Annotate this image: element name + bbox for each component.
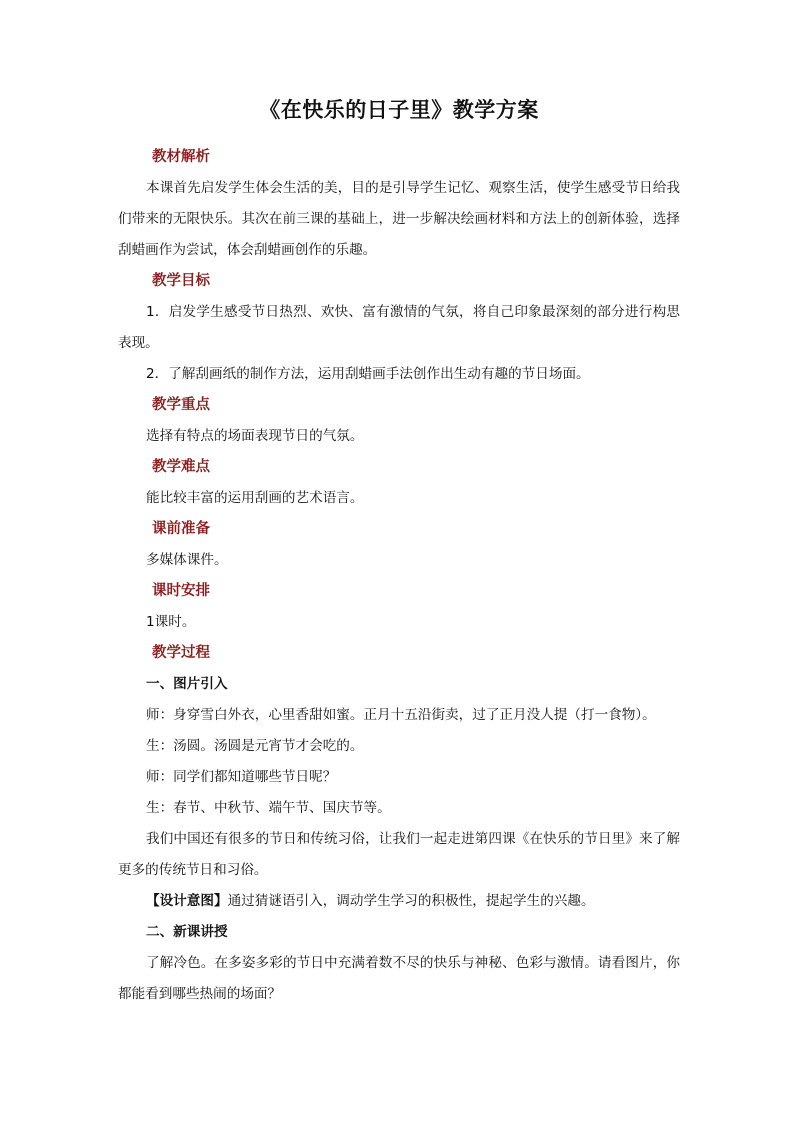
dialogue-line: 生：春节、中秋节、端午节、国庆节等。	[146, 800, 391, 816]
schedule-text: 1课时。	[146, 614, 196, 630]
heading-prep: 课前准备	[152, 521, 210, 537]
subheading-part1: 一、图片引入	[146, 676, 228, 692]
heading-key: 教学重点	[152, 397, 210, 413]
analysis-text: 本课首先启发学生体会生活的美，目的是引导学生记忆、观察生活，使学生感受节日给我们带来的无限快乐。其次在前三课的基础上，进一步解决绘画材料和方法上的创新体验，选择刮蜡画作为尝试，体会刮蜡画创作的乐趣。	[118, 180, 680, 258]
subheading-part2: 二、新课讲授	[146, 924, 228, 940]
goal-item: 1．启发学生感受节日热烈、欢快、富有激情的气氛，将自己印象最深刻的部分进行构思表现。	[118, 304, 680, 351]
design-intent	[118, 886, 680, 917]
part2-paragraph: 了解冷色。在多姿多彩的节日中充满着数不尽的快乐与神秘、色彩与激情。请看图片，你都能看到哪些热闹的场面？	[118, 955, 680, 1002]
heading-difficulty: 教学难点	[152, 459, 210, 475]
design-intent-text: 通过猜谜语引入，调动学生学习的积极性，提起学生的兴趣。	[227, 893, 595, 909]
heading-analysis: 教材解析	[152, 149, 210, 165]
goal-item: 2．了解刮画纸的制作方法，运用刮蜡画手法创作出生动有趣的节日场面。	[146, 366, 590, 382]
heading-goals: 教学目标	[152, 273, 210, 289]
dialogue-line: 生：汤圆。汤圆是元宵节才会吃的。	[146, 738, 364, 754]
document-page	[118, 94, 680, 1010]
key-text: 选择有特点的场面表现节日的气氛。	[146, 428, 364, 444]
dialogue-line: 师：同学们都知道哪些节日呢？	[146, 769, 337, 785]
dialogue-line: 师：身穿雪白外衣，心里香甜如蜜。正月十五沿街卖，过了正月没人提（打一食物）。	[146, 707, 656, 723]
page-title: 《在快乐的日子里》教学方案	[259, 98, 539, 122]
difficulty-text: 能比较丰富的运用刮画的艺术语言。	[146, 490, 364, 506]
prep-text: 多媒体课件。	[146, 552, 228, 568]
heading-process: 教学过程	[152, 645, 210, 661]
part1-paragraph: 我们中国还有很多的节日和传统习俗，让我们一起走进第四课《在快乐的节日里》来了解更多的传统节日和习俗。	[118, 831, 680, 878]
heading-schedule: 课时安排	[152, 583, 210, 599]
design-intent-label: 【设计意图】	[146, 893, 228, 909]
